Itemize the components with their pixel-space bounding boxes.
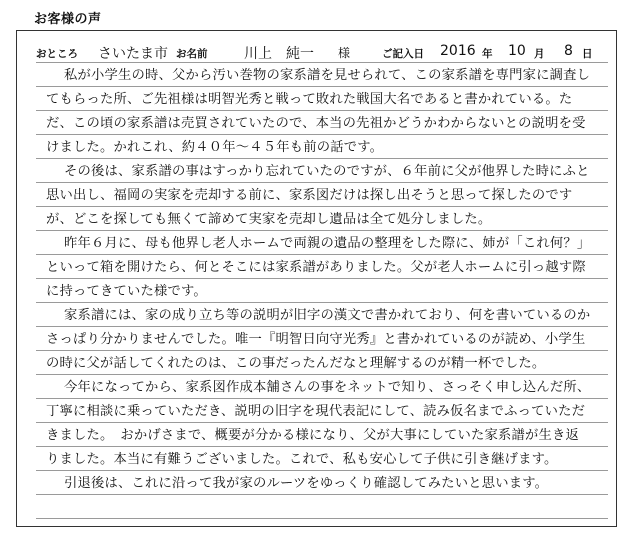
ruled-line [36,206,608,207]
ruled-line [36,302,608,303]
ruled-line [36,494,608,495]
ruled-line [36,254,608,255]
name-label: お名前 [176,48,208,60]
testimonial-line-13: の時に父が話してくれたのは、この事だったんだなと理解するのが精一杯でした。 [46,356,546,371]
month-value: 10 [508,43,526,59]
testimonial-line-1: 私が小学生の時、父から汚い巻物の家系譜を見せられて、この家系譜を専門家に調査し [64,68,591,83]
ruled-line [36,86,608,87]
ruled-line [36,326,608,327]
ruled-line [36,350,608,351]
testimonial-line-15: 丁寧に相談に乗っていただき、説明の旧字を現代表記にして、読み仮名までふっていただ [46,404,586,419]
testimonial-line-7: が、どこを探しても無くて諦めて実家を売却し遺品は全て処分しました。 [46,212,492,227]
testimonial-line-6: 思い出し、福岡の実家を売却する前に、家系図だけは探し出そうと思って探したのです [46,188,573,203]
ruled-line [36,470,608,471]
address-label: おところ [36,48,78,60]
ruled-line [36,158,608,159]
honorific: 様 [338,46,351,60]
ruled-line [36,422,608,423]
ruled-line [36,230,608,231]
address-value: さいたま市 [98,46,168,62]
testimonial-line-17: りました。本当に有難うございました。これで、私も安心して子供に引き継げます。 [46,452,558,467]
testimonial-line-18: 引退後は、これに沿って我が家のルーツをゆっくり確認してみたいと思います。 [64,476,549,491]
day-unit: 日 [582,48,593,60]
testimonial-line-11: 家系譜には、家の成り立ち等の説明が旧字の漢文で書かれており、何を書いているのか [64,308,591,323]
ruled-line [36,278,608,279]
testimonial-line-3: だ、この頃の家系譜は売買されていたので、本当の先祖かどうかわからないとの説明を受 [46,116,586,131]
ruled-line [36,374,608,375]
testimonial-line-4: けました。かれこれ、約４０年～４５年も前の話です。 [46,140,384,155]
testimonial-line-12: さっぱり分かりませんでした。唯一『明智日向守光秀』と書かれているのが読め、小学生 [46,332,586,347]
day-value: 8 [564,43,573,59]
form-title: お客様の声 [34,12,102,27]
testimonial-line-8: 昨年６月に、母も他界し老人ホームで両親の遺品の整理をした際に、姉が「これ何？」 [64,236,591,251]
testimonial-line-2: てもらった所、ご先祖様は明智光秀と戦って敗れた戦国大名であると書かれている。た [46,92,573,107]
date-label: ご記入日 [382,48,424,60]
testimonial-line-10: に持ってきていた様です。 [46,284,207,299]
ruled-line [36,518,608,519]
testimonial-line-16: きました。 おかげさまで、概要が分かる様になり、父が大事にしていた家系譜が生き返 [46,428,579,443]
ruled-line [36,398,608,399]
ruled-line [36,110,608,111]
ruled-line [36,182,608,183]
testimonial-line-9: といって箱を開けたら、何とそこには家系譜がありました。父が老人ホームに引っ越す際 [46,260,586,275]
year-unit: 年 [482,48,493,60]
testimonial-line-14: 今年になってから、家系図作成本舗さんの事をネットで知り、さっそく申し込んだ所、 [64,380,591,395]
name-value: 川上 純一 [244,46,314,62]
header-rule [36,62,608,63]
ruled-line [36,134,608,135]
ruled-line [36,446,608,447]
testimonial-line-5: その後は、家系譜の事はすっかり忘れていたのですが、６年前に父が他界した時にふと [64,164,590,179]
year-value: 2016 [440,43,476,59]
header-row [16,30,617,64]
month-unit: 月 [534,48,545,60]
